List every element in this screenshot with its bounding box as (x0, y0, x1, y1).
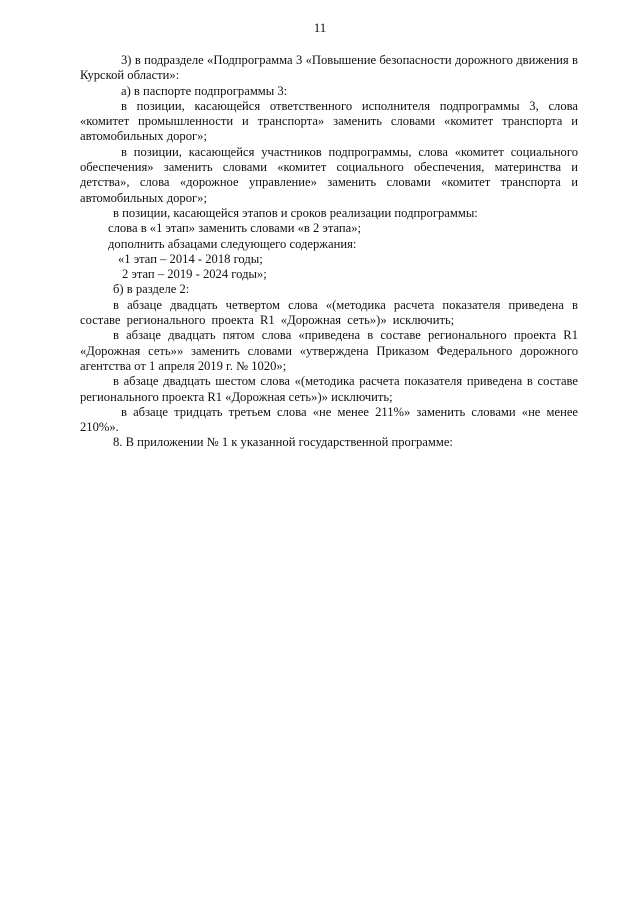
paragraph-stage-words: слова в «1 этап» заменить словами «в 2 этапа»; (108, 221, 362, 236)
paragraph-responsible-executor: в позиции, касающейся ответственного исполнителя подпрограммы 3, слова «комитет промышленности и транспорта» заменить словами «комитет транспорта и автомобильных дорог»; (80, 98, 578, 144)
paragraph-passport-subprogram-3: а) в паспорте подпрограммы 3: (121, 83, 288, 98)
paragraph-stage-1: «1 этап – 2014 - 2018 годы; (118, 251, 263, 266)
paragraph-twenty-fourth: в абзаце двадцать четвертом слова «(методика расчета показателя приведена в составе регионального проекта R1 «Дорожная сеть»)» исключить; (80, 297, 578, 328)
paragraph-twenty-sixth: в абзаце двадцать шестом слова «(методика расчета показателя приведена в составе регионального проекта R1 «Дорожная сеть»)» исключить; (80, 374, 578, 404)
paragraph-participants: в позиции, касающейся участников подпрограммы, слова «комитет социального обеспечения» заменить словами «комитет социального обеспечения, материнства и детства», слова «дорожное управление» заменить словами «комитет транспорта и автомобильных дорог»; (80, 144, 578, 205)
paragraph-subsection-3: 3) в подразделе «Подпрограмма 3 «Повышение безопасности дорожного движения в Курской области»: (80, 53, 578, 83)
paragraph-twenty-fifth: в абзаце двадцать пятом слова «приведена в составе регионального проекта R1 «Дорожная сеть»» заменить словами «утверждена Приказом Федерального дорожного агентства от 1 апреля 2019 г. № 1020»; (80, 328, 578, 373)
paragraph-stages-and-terms: в позиции, касающейся этапов и сроков реализации подпрограммы: (113, 205, 478, 220)
paragraph-section-2: б) в разделе 2: (113, 282, 190, 297)
paragraph-appendix-1: 8. В приложении № 1 к указанной государственной программе: (113, 435, 453, 450)
paragraph-add-paragraphs: дополнить абзацами следующего содержания: (108, 236, 357, 251)
document-body (80, 53, 578, 451)
paragraph-thirty-third: в абзаце тридцать третьем слова «не менее 211%» заменить словами «не менее 210%». (80, 404, 578, 435)
paragraph-stage-2: 2 этап – 2019 - 2024 годы»; (122, 267, 267, 282)
page-number: 11 (313, 20, 327, 35)
